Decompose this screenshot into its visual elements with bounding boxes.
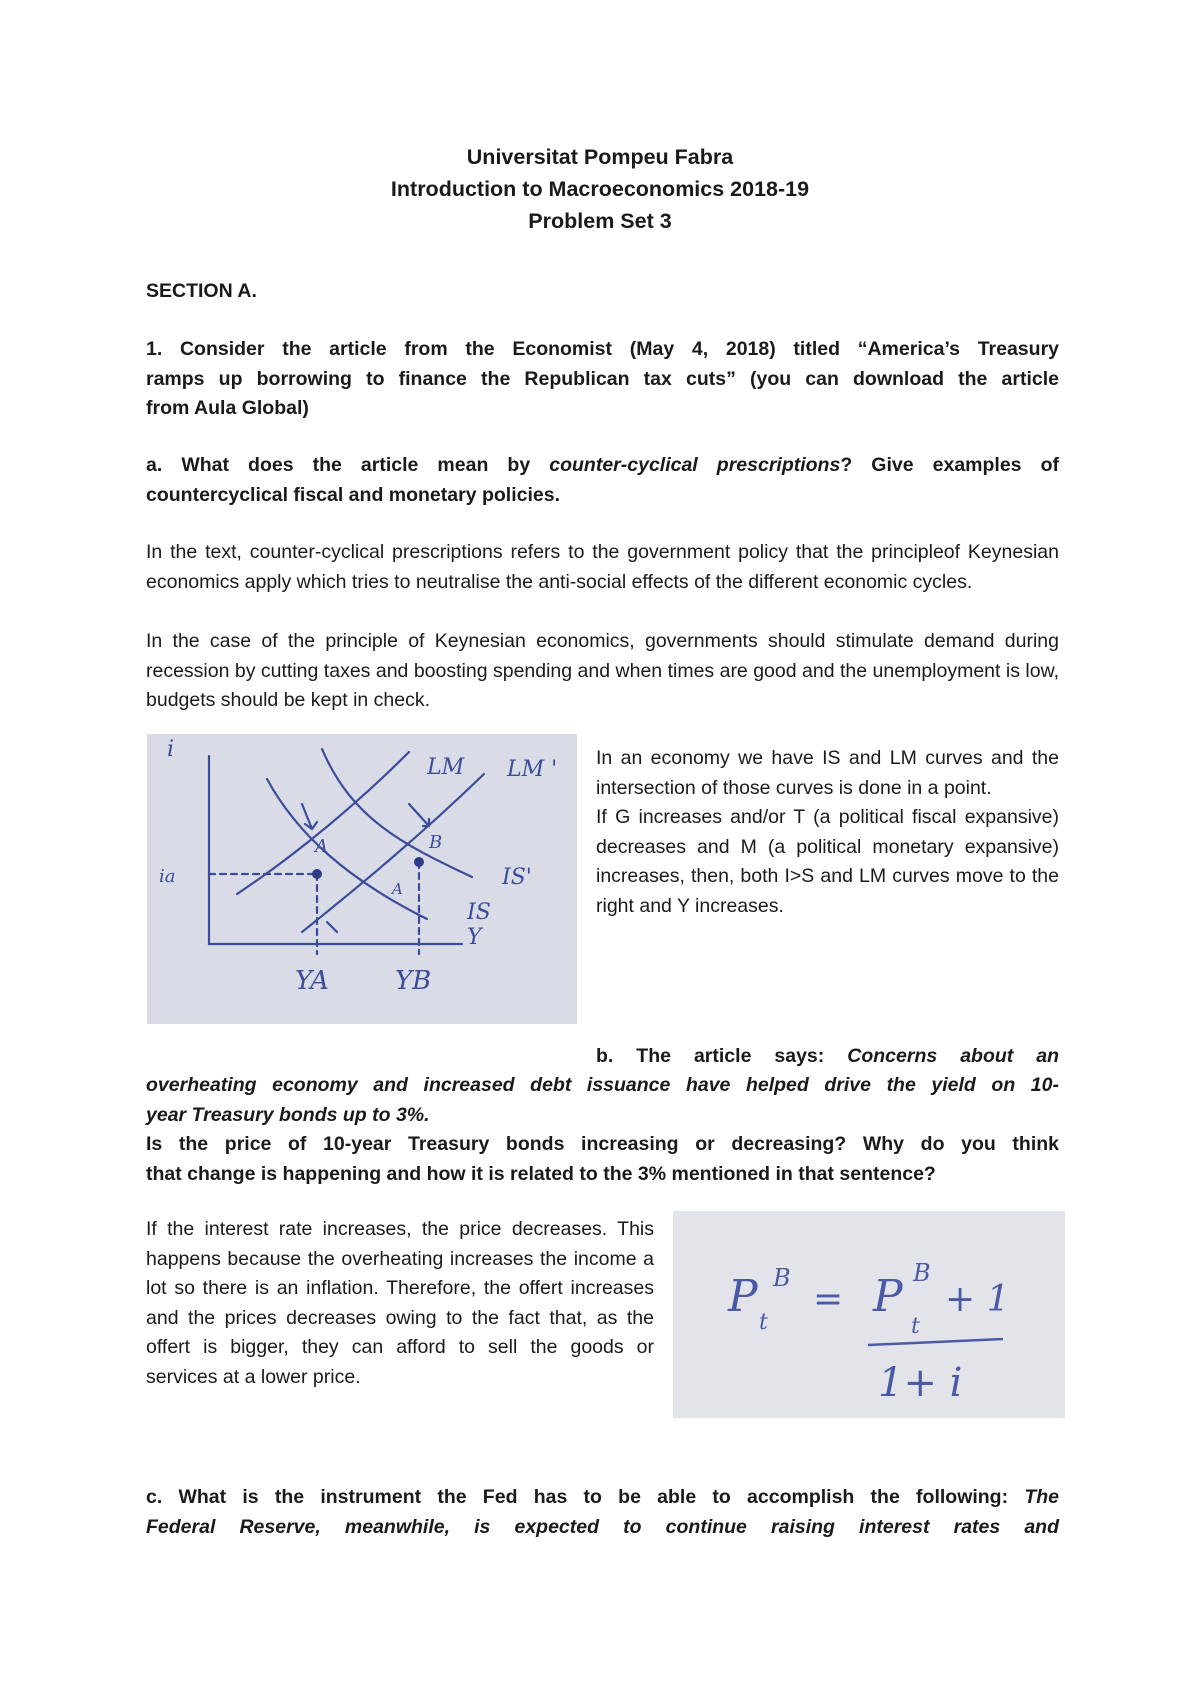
arrow-up bbox=[302, 804, 317, 829]
part-a-answer-2: In the case of the principle of Keynesian economics, governments should stimulate demand during recession by cutting taxes and boosting spending and when times are good and the unemployment is low, budgets should be kept in check. bbox=[146, 630, 1059, 711]
y-axis-label: Y bbox=[467, 925, 482, 950]
part-a-tail: ? Give examples of bbox=[840, 454, 1059, 476]
formula-b: B bbox=[773, 1264, 791, 1292]
formula-sketch bbox=[673, 1211, 1065, 1418]
axes bbox=[209, 756, 462, 944]
part-b-question-line-1 bbox=[596, 1042, 1059, 1072]
question-1-line-1: 1. Consider the article from the Economist (May 4, 2018) titled “America’s Treasury bbox=[146, 338, 1059, 360]
formula-p: P bbox=[728, 1271, 758, 1322]
question-1 bbox=[146, 335, 1059, 424]
part-c-question bbox=[146, 1483, 1059, 1542]
formula-plus-one: + 1 bbox=[945, 1279, 1010, 1320]
figure-text-2: If G increases and/or T (a political fiscal expansive) decreases and M (a political monetary expansive) increases, then, both I>S and LM curves move to the right and Y increases. bbox=[596, 806, 1059, 917]
part-b-answer: If the interest rate increases, the price decreases. This happens because the overheating increases the income a lot so there is an inflation. Therefore, the offert increases and the prices decreases owing to the fact that, as the offert is bigger, they can afford to sell the goods or services at a lower price. bbox=[146, 1218, 654, 1388]
problem-set-title: Problem Set 3 bbox=[528, 209, 672, 233]
point-a-label: A bbox=[315, 836, 328, 857]
formula-b2: B bbox=[913, 1259, 931, 1287]
is-lm-sketch bbox=[147, 734, 577, 1024]
is-prime-label: IS' bbox=[502, 865, 532, 890]
question-1-line-3: from Aula Global) bbox=[146, 397, 309, 419]
lm-label: LM bbox=[427, 755, 465, 780]
ia-label: ia bbox=[159, 866, 176, 887]
part-c-lead: c. What is the instrument the Fed has to be able to accomplish the following: bbox=[146, 1486, 1025, 1508]
part-b-line-4: Is the price of 10-year Treasury bonds increasing or decreasing? Why do you think bbox=[146, 1133, 1059, 1155]
a-mark-label: A bbox=[392, 880, 403, 898]
tick-a bbox=[327, 922, 337, 932]
part-b-italic-1: Concerns about an bbox=[847, 1045, 1060, 1067]
part-b-line-5: that change is happening and how it is related to the 3% mentioned in that sentence? bbox=[146, 1162, 936, 1185]
formula-equals: = bbox=[813, 1279, 844, 1320]
part-b-question bbox=[146, 1071, 1059, 1189]
arrow-down bbox=[409, 804, 429, 826]
question-1-line-2: ramps up borrowing to finance the Republican tax cuts” (you can download the article bbox=[146, 367, 1059, 390]
point-a-dot bbox=[312, 869, 322, 879]
formula-t2: t bbox=[911, 1314, 920, 1339]
part-a-line-2: countercyclical fiscal and monetary policies. bbox=[146, 483, 560, 506]
part-a-answer-1: In the text, counter-cyclical prescriptions refers to the government policy that the principleof Keynesian economics apply which tries to neutralise the anti-social effects of the different economic cycles. bbox=[146, 541, 1059, 593]
course-title: Introduction to Macroeconomics 2018-19 bbox=[390, 177, 810, 201]
part-c-italic-1: The bbox=[1024, 1486, 1059, 1508]
part-b-lead: b. The article says: bbox=[596, 1045, 848, 1067]
i-axis-label: i bbox=[167, 737, 175, 762]
is-label: IS bbox=[467, 900, 491, 925]
figure-text-1: In an economy we have IS and LM curves and the intersection of those curves is done in a point. bbox=[596, 747, 1059, 799]
point-b-label: B bbox=[429, 832, 443, 853]
part-a-italic-term: counter-cyclical prescriptions bbox=[549, 454, 841, 476]
university-name: Universitat Pompeu Fabra bbox=[466, 145, 734, 169]
yb-label: YB bbox=[395, 966, 432, 996]
lm-prime-curve bbox=[302, 774, 484, 932]
formula-t: t bbox=[759, 1310, 768, 1335]
figure-description bbox=[596, 744, 1059, 921]
formula-denominator: 1+ i bbox=[878, 1360, 963, 1406]
bond-price-formula bbox=[673, 1211, 1065, 1418]
lm-prime-label: LM ' bbox=[507, 757, 558, 782]
lm-curve bbox=[237, 752, 409, 894]
is-lm-figure bbox=[147, 734, 577, 1024]
part-c-italic-2: Federal Reserve, meanwhile, is expected to continue raising interest rates and bbox=[146, 1515, 1059, 1538]
section-title: SECTION A. bbox=[146, 280, 257, 302]
part-a-lead: a. What does the article mean by bbox=[146, 454, 550, 476]
ya-label: YA bbox=[295, 966, 329, 996]
point-b-dot bbox=[414, 857, 424, 867]
fraction-bar bbox=[868, 1339, 1003, 1345]
formula-p2: P bbox=[873, 1271, 903, 1322]
part-b-italic-3: year Treasury bonds up to 3%. bbox=[146, 1103, 430, 1126]
part-a-question bbox=[146, 451, 1059, 510]
part-b-italic-2: overheating economy and increased debt issuance have helped drive the yield on 10- bbox=[146, 1074, 1059, 1096]
